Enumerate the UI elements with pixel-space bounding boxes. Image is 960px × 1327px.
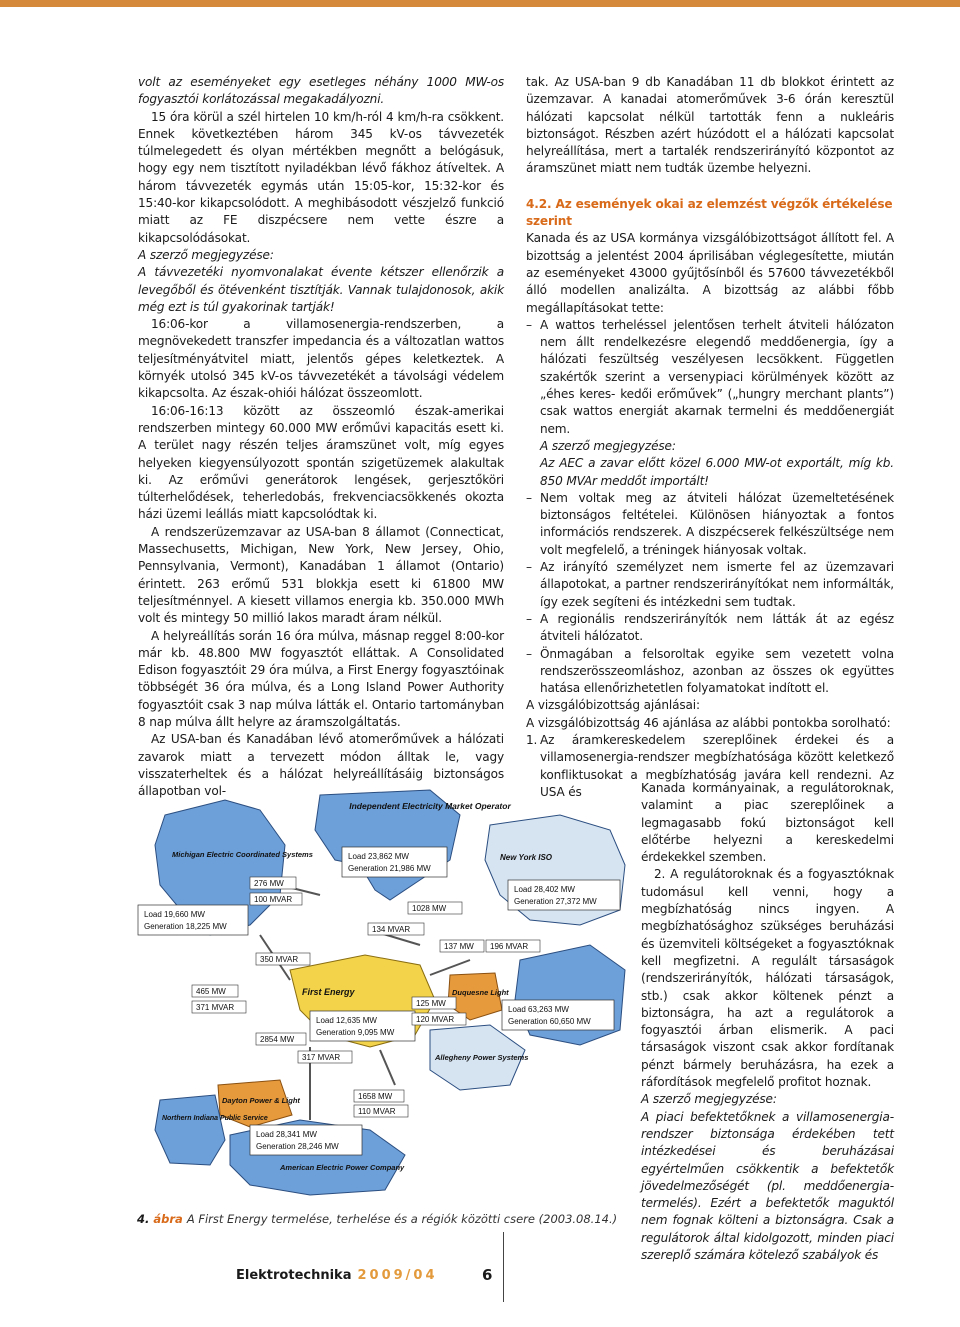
list-item: – Önmagában a felsoroltak egyike sem vezetett volna rendszerösszeomláshoz, azonban az összes ok együttes hatása ellenőrizhetetlen folyamatokat indított el.: [526, 646, 894, 698]
figure-caption: [137, 1212, 617, 1226]
finding-text: Önmagában a felsoroltak egyike sem vezetett volna rendszerösszeomláshoz, azonban az összes ok együttes hatása ellenőrizhetetlen folyamatokat indított el.: [540, 646, 894, 696]
generation-label: Generation 27,372 MW: [514, 897, 597, 906]
region-label: American Electric Power Company: [280, 1163, 405, 1172]
journal-name: Elektrotechnika: [236, 1268, 352, 1283]
flow-label: 465 MW: [196, 987, 226, 996]
issue: 2009/04: [357, 1268, 438, 1283]
generation-label: Generation 21,986 MW: [348, 864, 431, 873]
flow-label: 134 MVAR: [372, 925, 411, 934]
region-label: Michigan Electric Coordinated Systems: [172, 850, 313, 859]
region-nipsco-shape: [155, 1095, 225, 1165]
footer: [236, 1268, 438, 1283]
item-number: 1.: [526, 732, 538, 747]
region-label: Northern Indiana Public Service: [162, 1115, 268, 1122]
author-note-label: A szerző megjegyzése:: [138, 247, 274, 262]
left-column: [138, 74, 504, 800]
section-title: 4.2. Az események okai az elemzést végzők értékelése szerint: [526, 196, 893, 229]
load-label: Load 23,862 MW: [348, 852, 409, 861]
top-accent-bar: [0, 0, 960, 7]
finding-text: A regionális rendszerirányítók nem látták át az egész átviteli hálózatot.: [540, 611, 894, 644]
load-label: Load 63,263 MW: [508, 1005, 569, 1014]
flow-label: 1658 MW: [358, 1092, 393, 1101]
item-text: Kanada kormányainak, a regulátoroknak, valamint a piac szereplőinek a legmagasabb fokú biztonságot kell előtérbe helyezni a kereskedelmi érdekekkel szemben.: [641, 781, 894, 865]
footer-divider: [503, 1232, 504, 1302]
generation-label: Generation 18,225 MW: [144, 922, 227, 931]
generation-label: Generation 28,246 MW: [256, 1142, 339, 1151]
region-label: Allegheny Power Systems: [435, 1053, 529, 1062]
flow-label: 371 MVAR: [196, 1003, 235, 1012]
right-column: [526, 74, 894, 801]
flow-label: 137 MW: [444, 942, 474, 951]
flow-label: 100 MVAR: [254, 895, 293, 904]
load-label: Load 28,341 MW: [256, 1130, 317, 1139]
paragraph: 16:06-16:13 között az összeomló észak-amerikai rendszerben mintegy 60.000 MW erőművi kapacitás esett ki. A terület nagy részén teljes áramszünet volt, míg egyes helyeken kiegyensúlyozott spontán szigetüzemek alakultak ki. Az erőművi generátorok lengések, gerjesztőköri túlterhelődések, teherledobás, frekvenciacsökkenés okozta házi üzemi leállás miatt kapcsolódtak ki.: [138, 403, 504, 522]
load-label: Load 12,635 MW: [316, 1016, 377, 1025]
list-item: – A regionális rendszerirányítók nem látták át az egész átviteli hálózatot.: [526, 611, 894, 646]
generation-label: Generation 60,650 MW: [508, 1017, 591, 1026]
finding-text: Az irányító személyzet nem ismerte fel az üzemzavari állapotokat, a partner rendszerirányítókat nem informálták, így ezek segíteni és intézkedni sem tudtak.: [540, 560, 894, 609]
author-note: A távvezetéki nyomvonalakat évente kétszer ellenőrzik a levegőből és ötévenként tisztítják. Vannak tulajdonosok, akik még ezt is túl gyakorinak tartják!: [138, 265, 504, 314]
finding-text: Nem voltak meg az átviteli hálózat üzemeltetésének biztonságos feltételei. Különösen hiányoztak a fontos információs rendszerek. A diszpécserek felkészültsége nem volt megfelelő, a tréningek hiányosak voltak.: [540, 490, 894, 557]
flow-label: 276 MW: [254, 879, 284, 888]
regional-exchange-map: [130, 785, 630, 1200]
caption-number: 4.: [137, 1212, 150, 1226]
paragraph: A rendszerüzemzavar az USA-ban 8 államot (Connecticat, Massechusetts, Michigan, New York, New Jersey, Ohio, Pennsylvania, Vermont), Kanadában 1 államot (Ontario) érintett. 263 erőmű 531 blokkja esett ki 61800 MW teljesítménnyel. A kiesett villamos energia kb. 350.000 MWh volt és mintegy 50 millió lakos maradt áram nélkül.: [138, 524, 504, 626]
author-note-label: A szerző megjegyzése:: [540, 438, 676, 453]
flow-label: 196 MVAR: [490, 942, 529, 951]
flow-label: 350 MVAR: [260, 955, 299, 964]
caption-word: ábra: [153, 1212, 183, 1226]
region-label: New York ISO: [500, 853, 553, 862]
paragraph: Az USA-ban és Kanadában lévő atomerőművek a hálózati zavarok miatt a tervezett módon álltak le, vagy visszaterheltek és a hálózat helyreállításáig biztonságos állapotban vol-: [138, 732, 504, 799]
list-item: – Nem voltak meg az átviteli hálózat üzemeltetésének biztonságos feltételei. Különösen hiányoztak a fontos információs rendszerek. A diszpécserek felkészültsége nem volt megfelelő, a tréningek hiányosak voltak.: [526, 490, 894, 559]
paragraph: volt az eseményeket egy esetleges néhány 1000 MW-os fogyasztói korlátozással megakadályozni.: [138, 75, 504, 107]
flow-label: 120 MVAR: [416, 1015, 455, 1024]
flow-label: 125 MW: [416, 999, 446, 1008]
list-item: – Az irányító személyzet nem ismerte fel az üzemzavari állapotokat, a partner rendszerirányítókat nem informálták, így ezek segíteni és intézkedni sem tudtak.: [526, 559, 894, 611]
region-label: Dayton Power & Light: [222, 1096, 300, 1105]
generation-label: Generation 9,095 MW: [316, 1028, 395, 1037]
paragraph: A vizsgálóbizottság 46 ajánlása az alábbi pontokba sorolható:: [526, 715, 891, 730]
flow-label: 2854 MW: [260, 1035, 295, 1044]
flow-label: 110 MVAR: [358, 1107, 396, 1116]
load-label: Load 19,660 MW: [144, 910, 205, 919]
flow-label: 317 MVAR: [302, 1053, 341, 1062]
paragraph: 16:06-kor a villamosenergia-rendszerben, a megnövekedett transzfer impedancia és a változatlan wattos teljesítményátvitel miatt, jelentős gépes keletkeztek. A környék utolsó 345 kV-os távvezetékét a távolsági védelem kikapcsolta. Az észak-ohiói hálózat összeomlott.: [138, 317, 504, 401]
item-text: 2. A regulátoroknak és a fogyasztóknak tudomásul kell venni, hogy a megbízhatóság nincs ingyen. A megbízhatósághoz szükséges beruházási és üzemviteli költségeket a fogyasztóknak kell megfizetni. A regulált társaságok (rendszerirányítók, hálózati társaságok, stb.) csak akkor költenek pénzt a biztonságra, ha azt a regulátorok a fogyasztói árban elismerik. A paci társaságok viszont csak akkor fordítanak pénzt bármely beruházásra, ha ezek a ráfordítások megfelelő profitot hoznak.: [641, 867, 894, 1090]
page-number: 6: [482, 1266, 493, 1284]
right-column-continued: [641, 780, 894, 1264]
paragraph: A helyreállítás során 16 óra múlva, másnap reggel 8:00-kor már kb. 48.800 MW fogyasztót elláttak. A Consolidated Edison fogyasztóit 29 óra múlva, a First Energy fogyasztóinak többségét 36 óra múlva, és a Long Island Power Authority fogyasztóit csak 3 nap múlva látták el. Ontario tartományban 8 nap múlva állt helyre az áramszolgáltatás.: [138, 628, 504, 729]
item-text: Az áramkereskedelem szereplőinek érdekei és a villamosenergia-rendszer megbízhatósága között keletkező konfliktusokat a megbízhatóság javára kell rendezni. Az USA és: [540, 732, 894, 799]
author-note: Az AEC a zavar előtt közel 6.000 MW-ot exportált, míg kb. 850 MVAr meddőt importált!: [540, 456, 894, 488]
paragraph: 15 óra körül a szél hirtelen 10 km/h-ról 4 km/h-ra csökkent. Ennek következtében három 345 kV-os távvezeték túlmelegedett és olyan mértékben megnőtt a belógásuk, hogy egy nem tisztított nyiladékban lévő fákhoz átíveltek. A három távvezeték egymás után 15:05-kor, 15:32-kor és 15:40-kor kikapcsolódott. A meghibásodott vészjelző funkció miatt az FE diszpécsere nem vette észre a kikapcsolódásokat.: [138, 109, 504, 245]
author-note: A piaci befektetőknek a villamosenergia-rendszer biztonsága érdekében tett intézkedései és beruházásai egyértelműen csökkentik a befektetők jövedelmezőségét (pl. meddőenergia-termelés). Ezért a befektetők maguktól nem fognak költeni a biztonságra. Csak a regulátorok által kidolgozott, minden piaci szereplő számára kötelező szabályok és: [641, 1109, 894, 1263]
region-label: Independent Electricity Market Operator: [349, 801, 511, 811]
finding-text: A wattos terheléssel jelentősen terhelt átviteli hálózaton nem állt rendelkezésre elegendő meddőenergia, így a hálózati feszültség veszélyesen lecsökkent. Független szakértők szerint a versenypiaci körülmények között az „éhes keres- kedői erőművek” („hungry merchant plants”) csak wattos energiát akarnak termelni és meddőenergiát nem.: [540, 317, 894, 436]
list-item: – A wattos terheléssel jelentősen terhelt átviteli hálózaton nem állt rendelkezésre elegendő meddőenergia, így a hálózati feszültség veszélyesen lecsökkent. Független szakértők szerint a versenypiaci körülmények között az „éhes keres- kedői erőművek” („hungry merchant plants”) csak wattos energiát akarnak termelni és meddőenergiát nem. A szerző megjegyzése: Az AEC a zavar előtt közel 6.000 MW-ot exportált, míg kb. 850 MVAr meddőt importált!: [526, 317, 894, 488]
subheading: A vizsgálóbizottság ajánlásai:: [526, 698, 700, 713]
region-label: First Energy: [302, 987, 355, 997]
flow-label: 1028 MW: [412, 904, 447, 913]
load-label: Load 28,402 MW: [514, 885, 575, 894]
paragraph: Kanada és az USA kormánya vizsgálóbizottságot állított fel. A bizottság a jelentést 2004 áprilisában véglegesítette, miután az eseményeket 43000 gyűjtősínből és 57600 távvezetékből álló modellen analizálta. A bizottság az alábbi főbb megállapításokat tette:: [526, 231, 894, 315]
region-label: Duquesne Light: [452, 988, 509, 997]
paragraph: tak. Az USA-ban 9 db Kanadában 11 db blokkot érintett az üzemzavar. A kanadai atomerőművek 3-6 órán keresztül hálózati kapcsolat nélkül tartották fenn a nukleáris biztonságot. Részben azért húzódott el a hálózati kapcsolat helyreállítása, mert a tartalék rendszerirányító központot az áramszünet miatt nem tudták üzembe helyezni.: [526, 75, 894, 176]
author-note-label: A szerző megjegyzése:: [641, 1092, 777, 1107]
caption-text: A First Energy termelése, terhelése és a régiók közötti csere (2003.08.14.): [186, 1212, 618, 1226]
